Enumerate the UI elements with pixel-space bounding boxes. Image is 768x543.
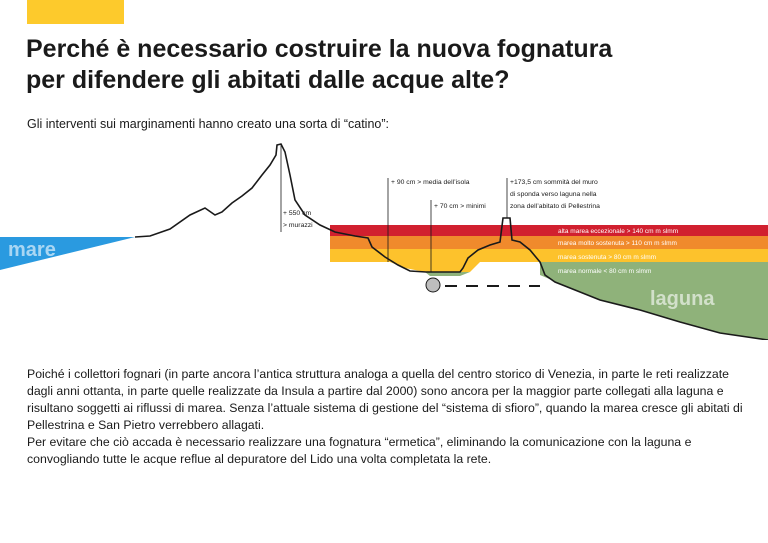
tide-band-sustained (330, 249, 768, 262)
label-wall-line-3: zona dell’abitato di Pellestrina (510, 203, 600, 210)
body-paragraph (27, 366, 743, 468)
label-murazzi: > murazzi (283, 222, 313, 229)
cross-section-diagram (0, 130, 768, 340)
tide-label-very-sustained: marea molto sostenuta > 110 cm m slmm (558, 240, 677, 247)
title-line-1: Perché è necessario costruire la nuova fognatura (26, 35, 613, 63)
body-line-6: convogliando tutte le acque reflue al depuratore del Lido una volta completata la rete. (27, 452, 492, 466)
tide-label-sustained: marea sostenuta > 80 cm m slmm (558, 254, 657, 261)
tide-band-very-sustained (330, 236, 768, 249)
page-title (26, 34, 726, 96)
body-line-2: dagli anni ottanta, in parte quelle realizzate da Insula a partire dal 2000) sono ancora per la maggior parte collegati alla laguna e (27, 384, 724, 398)
title-line-2: per difendere gli abitati dalle acque alte? (26, 66, 510, 94)
label-wall-line-1: +173,5 cm sommità del muro (510, 179, 598, 186)
label-murazzi-value: + 550 cm (283, 210, 312, 217)
label-minimum: + 70 cm > minimi (434, 203, 486, 210)
label-sea: mare (8, 239, 56, 261)
tide-label-exceptional: alta marea eccezionale > 140 cm m slmm (558, 228, 679, 235)
body-line-5: Per evitare che ciò accada è necessario realizzare una fognatura “ermetica”, eliminando la comunicazione con la laguna e (27, 435, 692, 449)
label-wall-line-2: di sponda verso laguna nella (510, 191, 597, 198)
label-lagoon: laguna (650, 288, 715, 310)
sewer-pipe-icon (426, 278, 440, 292)
intro-text: Gli interventi sui marginamenti hanno creato una sorta di “catino”: (27, 117, 389, 131)
tide-band-exceptional (330, 225, 768, 236)
body-line-1: Poiché i collettori fognari (in parte ancora l’antica struttura analoga a quella del centro storico di Venezia, in parte le reti realizzate (27, 367, 729, 381)
accent-tab (27, 0, 124, 24)
tide-label-normal: marea normale < 80 cm m slmm (558, 268, 652, 275)
body-line-3: risultano soggetti ai riflussi di marea. Senza l’attuale sistema di gestione del “sistema di sfioro”, quando la marea cresce gli abitati di (27, 401, 743, 415)
body-line-4: Pellestrina e San Pietro verrebbero allagati. (27, 418, 265, 432)
label-island-average: + 90 cm > media dell’isola (391, 179, 470, 186)
